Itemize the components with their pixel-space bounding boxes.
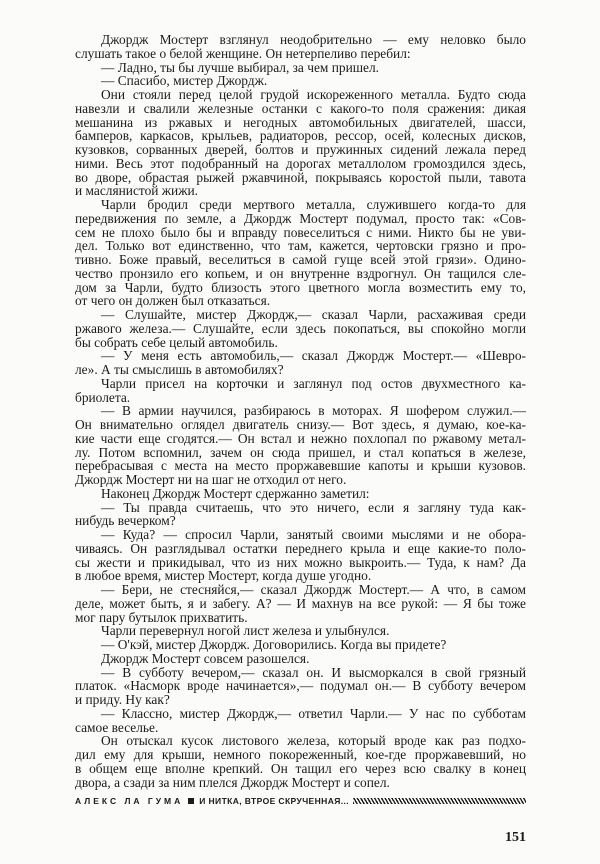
text-line: перебрасывая с места на место проржавевшие капоты и крыши кузовов. bbox=[75, 458, 526, 474]
text-line: бы собрать себе целый автомобиль. bbox=[75, 334, 278, 350]
text-line: Он внимательно оглядел двигатель снизу.— Вот здесь, я думаю, кое-ка- bbox=[75, 417, 526, 432]
text-line: — Слушайте, мистер Джордж,— сказал Чарли, расхаживая среди bbox=[101, 307, 526, 322]
text-line: — В субботу вечером,— сказал он. И высморкался в свой грязный bbox=[101, 664, 526, 680]
text-line: Наконец Джордж Мостерт сдержанно заметил: bbox=[101, 485, 370, 501]
text-line: Он отыскал кусок листового железа, который вроде как раз подхо- bbox=[101, 733, 526, 749]
paragraph bbox=[75, 74, 526, 88]
text-line: — У меня есть автомобиль,— сказал Джордж Мостерт.— «Шевро- bbox=[101, 348, 526, 364]
paragraph bbox=[75, 638, 526, 652]
text-line: дом за Чарли, будто близость этого цветного могла возместить ему то, bbox=[75, 279, 526, 295]
text-line: двора, а сзади за ним плелся Джордж Мостерт и сопел. bbox=[75, 774, 390, 790]
text-line: мог пару бутылок прихватить. bbox=[75, 609, 248, 625]
text-line: ними. Весь этот подобранный на дорогах металлолом громоздился здесь, bbox=[75, 155, 526, 171]
body-text bbox=[75, 33, 526, 789]
paragraph bbox=[75, 377, 526, 405]
paragraph bbox=[75, 33, 526, 61]
text-line: — В армии научился, разбираюсь в моторах. Я шофером служил.— bbox=[101, 403, 526, 419]
footer-title: И НИТКА, ВТРОЕ СКРУЧЕННАЯ... bbox=[199, 796, 350, 806]
paragraph bbox=[75, 652, 526, 666]
paragraph bbox=[75, 528, 526, 583]
text-line: ле». А ты смыслишь в автомобилях? bbox=[75, 362, 284, 377]
text-line: самое веселье. bbox=[75, 719, 159, 735]
text-line: Чарли бродил среди мертвого металла, служившего когда-то для bbox=[101, 197, 526, 212]
paragraph bbox=[75, 198, 526, 308]
text-line: навезли и свалили железные останки с какого-то поля сражения: дикая bbox=[75, 100, 526, 116]
text-line: нибудь вечерком? bbox=[75, 513, 176, 529]
paragraph bbox=[75, 88, 526, 198]
text-line: слушать такое о белой женщине. Он нетерпеливо перебил: bbox=[75, 45, 411, 61]
text-line: Чарли перевернул ногой лист железа и улыбнулся. bbox=[101, 623, 390, 639]
text-line: ржавого железа.— Слушайте, если здесь покопаться, вы спокойно могли bbox=[75, 320, 526, 336]
text-line: Джордж Мостерт совсем разошелся. bbox=[101, 650, 310, 666]
text-line: дел. Только вот единственно, что там, кажется, чертовски грязно и про- bbox=[75, 238, 526, 254]
text-line: и маслянистой жижи. bbox=[75, 183, 198, 199]
paragraph bbox=[75, 487, 526, 501]
text-line: в общем еще вполне крепкий. Он тащил его через всю свалку в конец bbox=[75, 760, 526, 776]
text-line: чиваясь. Он разглядывал остатки переднего крыла и еще какие-то поло- bbox=[75, 540, 526, 556]
paragraph bbox=[75, 308, 526, 349]
text-line: от чего он должен был отказаться. bbox=[75, 293, 271, 309]
text-line: — Ладно, ты бы лучше выбирал, за чем пришел. bbox=[101, 59, 380, 75]
text-line: кие части еще сгодятся.— Он встал и нежно похлопал по ржавому метал- bbox=[75, 430, 526, 446]
text-line: — Спасибо, мистер Джордж. bbox=[101, 73, 268, 89]
text-line: Джордж Мостерт взглянул неодобрительно — ему неловко было bbox=[101, 32, 526, 47]
text-line: — О'кэй, мистер Джордж. Договорились. Когда вы придете? bbox=[101, 637, 447, 652]
text-line: кузовков, сорванных дверей, болтов и пружинных сидений лежала перед bbox=[75, 142, 526, 157]
paragraph bbox=[75, 734, 526, 789]
text-line: дил ему для крыши, немного покореженный, кое-где проржавевший, но bbox=[75, 747, 526, 762]
text-line: в любое время, мистер Мостерт, когда душе угодно. bbox=[75, 568, 372, 584]
paragraph bbox=[75, 666, 526, 707]
hatched-rule bbox=[353, 798, 526, 804]
text-line: Джордж Мостерт ни на шаг не отходил от него. bbox=[75, 472, 347, 487]
paragraph bbox=[75, 707, 526, 735]
paragraph bbox=[75, 61, 526, 75]
text-line: сы жести и прикидывал, что из них можно выкроить.— Туда, к нам? Да bbox=[75, 554, 526, 570]
text-line: лу. Потом вспомнил, зачем он сюда пришел, и стал копаться в железе, bbox=[75, 444, 526, 460]
running-footer bbox=[75, 795, 526, 807]
text-line: — Классно, мистер Джордж,— ответил Чарли.— У нас по субботам bbox=[101, 705, 526, 721]
paragraph bbox=[75, 501, 526, 529]
text-line: чество пронзило его копьем, и он внутренне вздрогнул. Он тащился сле- bbox=[75, 265, 526, 281]
text-line: — Ты правда считаешь, что это ничего, если я загляну туда как- bbox=[101, 499, 526, 515]
text-line: платок. «Насморк вроде начинается»,— подумал он.— В субботу вечером bbox=[75, 678, 526, 694]
paragraph bbox=[75, 404, 526, 487]
text-line: деле, может быть, я и забегу. А? — И махнув на все рукой: — Я бы тоже bbox=[75, 595, 526, 611]
paragraph bbox=[75, 349, 526, 377]
paragraph bbox=[75, 624, 526, 638]
text-line: мешанина из ржавых и негодных автомобильных двигателей, шасси, bbox=[75, 114, 526, 130]
text-line: — Бери, не стесняйся,— сказал Джордж Мостерт.— А что, в самом bbox=[101, 582, 526, 597]
text-line: — Куда? — спросил Чарли, занятый своими мыслями и не обора- bbox=[101, 527, 526, 542]
square-bullet-icon bbox=[188, 798, 194, 804]
text-line: бриолета. bbox=[75, 389, 131, 405]
text-line: и приду. Ну как? bbox=[75, 692, 170, 707]
text-line: сем не плохо было бы и вправду повеселиться с ними. Никто бы не уви- bbox=[75, 224, 526, 240]
paragraph bbox=[75, 583, 526, 624]
text-line: бамперов, каркасов, крыльев, радиаторов, рессор, осей, колесных дисков, bbox=[75, 128, 526, 144]
text-line: Они стояли перед целой грудой искореженного металла. Будто сюда bbox=[101, 87, 526, 102]
text-line: передвижения по земле, а Джордж Мостерт подумал, просто так: «Сов- bbox=[75, 210, 526, 226]
text-line: тивно. Боже правый, веселиться в самой гуще всей этой грязи». Одино- bbox=[75, 252, 526, 267]
page-number: 151 bbox=[505, 830, 526, 845]
footer-author: АЛЕКС ЛА ГУМА bbox=[75, 796, 184, 806]
text-line: во дворе, обрастая рыжей ржавчиной, покрываясь коростой пыли, тавота bbox=[75, 169, 526, 185]
text-line: Чарли присел на корточки и заглянул под остов двухместного ка- bbox=[101, 375, 526, 391]
